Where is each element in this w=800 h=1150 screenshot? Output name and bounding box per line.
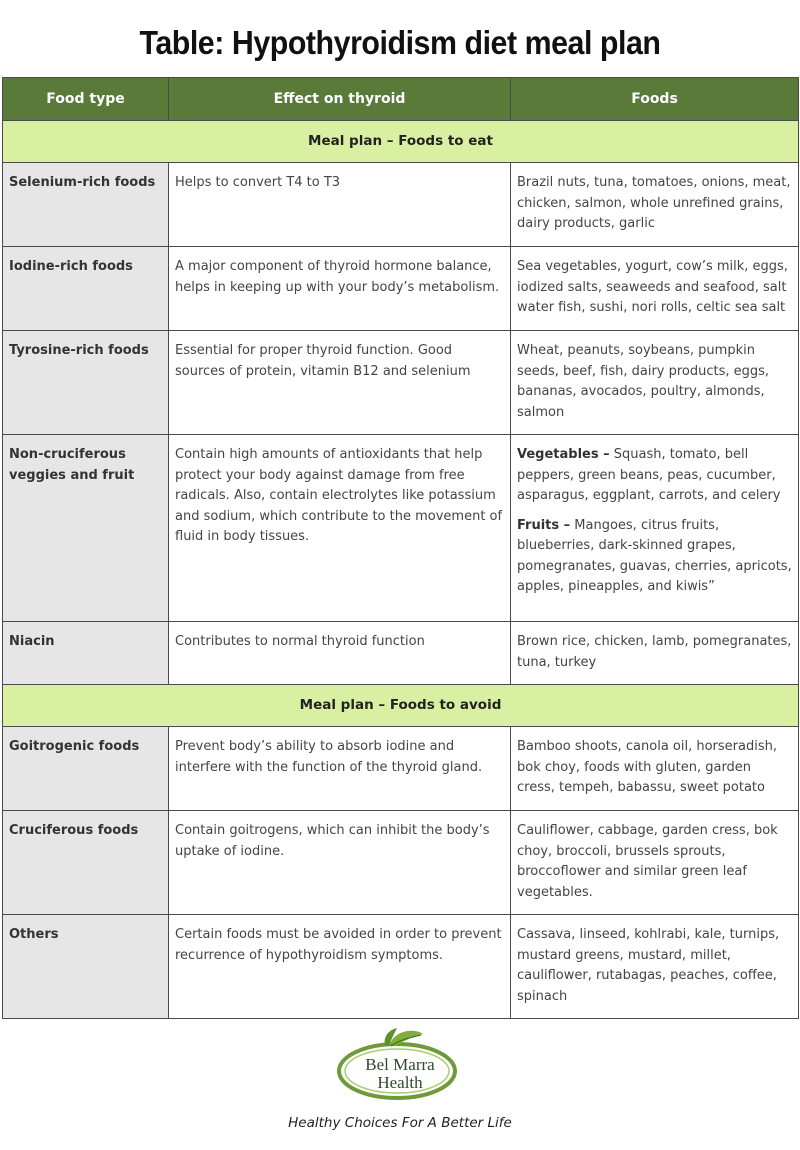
header-food-type: Food type bbox=[3, 78, 169, 121]
header-effect-on-thyroid: Effect on thyroid bbox=[169, 78, 511, 121]
meal-plan-table bbox=[2, 77, 799, 1019]
table-row bbox=[3, 331, 799, 435]
page-title: Table: Hypothyroidism diet meal plan bbox=[139, 24, 661, 61]
section-row-foods-to-avoid bbox=[3, 685, 799, 727]
bel-marra-health-logo bbox=[335, 1026, 465, 1106]
table-row bbox=[3, 915, 799, 1019]
foods-label: Fruits – bbox=[517, 517, 571, 533]
food-type-cell: Niacin bbox=[3, 622, 169, 685]
table-body bbox=[3, 121, 799, 1019]
logo-text-line-2: Health bbox=[377, 1073, 423, 1092]
foods-cell bbox=[511, 727, 799, 811]
food-type-cell: Tyrosine-rich foods bbox=[3, 331, 169, 435]
table-header-row bbox=[3, 78, 799, 121]
effect-cell: Contributes to normal thyroid function bbox=[169, 622, 511, 685]
foods-text: Wheat, peanuts, soybeans, pumpkin seeds, beef, fish, dairy products, eggs, bananas, avocados, poultry, almonds, salmon bbox=[517, 343, 770, 420]
food-type-cell: Iodine-rich foods bbox=[3, 247, 169, 331]
table-row bbox=[3, 163, 799, 247]
foods-cell bbox=[511, 915, 799, 1019]
foods-paragraph-fruits bbox=[517, 516, 792, 598]
effect-cell: Contain goitrogens, which can inhibit the body’s uptake of iodine. bbox=[169, 811, 511, 915]
food-type-cell: Others bbox=[3, 915, 169, 1019]
foods-label: Vegetables – bbox=[517, 447, 610, 462]
foods-text: Mangoes, citrus fruits, blueberries, dark-skinned grapes, pomegranates, guavas, cherries, apricots, apples, pineapples, and kiwis” bbox=[517, 517, 792, 594]
foods-cell bbox=[511, 331, 799, 435]
logo-text-line-1: Bel Marra bbox=[365, 1055, 435, 1074]
effect-cell: Essential for proper thyroid function. Good sources of protein, vitamin B12 and selenium bbox=[169, 331, 511, 435]
effect-cell: Certain foods must be avoided in order to prevent recurrence of hypothyroidism symptoms. bbox=[169, 915, 511, 1019]
food-type-cell: Goitrogenic foods bbox=[3, 727, 169, 811]
food-type-cell: Cruciferous foods bbox=[3, 811, 169, 915]
table-row bbox=[3, 727, 799, 811]
effect-cell: Prevent body’s ability to absorb iodine and interfere with the function of the thyroid gland. bbox=[169, 727, 511, 811]
foods-cell bbox=[511, 163, 799, 247]
foods-text: Squash, tomato, bell peppers, green beans, peas, cucumber, asparagus, eggplant, carrots, and celery bbox=[517, 447, 781, 503]
foods-cell bbox=[511, 811, 799, 915]
effect-cell: Helps to convert T4 to T3 bbox=[169, 163, 511, 247]
foods-paragraph-vegetables bbox=[517, 445, 792, 507]
foods-text: Cassava, linseed, kohlrabi, kale, turnips, mustard greens, mustard, millet, cauliflower, rutabagas, peaches, coffee, spinach bbox=[517, 927, 780, 1004]
foods-cell bbox=[511, 622, 799, 685]
foods-text: Brazil nuts, tuna, tomatoes, onions, meat, chicken, salmon, whole unrefined grains, dairy products, garlic bbox=[517, 175, 791, 231]
foods-text: Cauliflower, cabbage, garden cress, bok choy, broccoli, brussels sprouts, broccoflower and similar green leaf vegetables. bbox=[517, 823, 778, 900]
section-label: Meal plan – Foods to avoid bbox=[3, 685, 799, 727]
tagline: Healthy Choices For A Better Life bbox=[288, 1115, 512, 1131]
foods-text: Sea vegetables, yogurt, cow’s milk, eggs, iodized salts, seaweeds and seafood, salt water fish, sushi, nori rolls, celtic sea salt bbox=[517, 259, 788, 315]
effect-cell: A major component of thyroid hormone balance, helps in keeping up with your body’s metabolism. bbox=[169, 247, 511, 331]
foods-text: Brown rice, chicken, lamb, pomegranates, tuna, turkey bbox=[517, 634, 792, 670]
table-row bbox=[3, 247, 799, 331]
effect-cell: Contain high amounts of antioxidants that help protect your body against damage from free radicals. Also, contain electrolytes like potassium and sodium, which contribute to the movement of fluid in body tissues. bbox=[169, 435, 511, 622]
section-row-foods-to-eat bbox=[3, 121, 799, 163]
table-row bbox=[3, 435, 799, 622]
header-foods: Foods bbox=[511, 78, 799, 121]
foods-text: Bamboo shoots, canola oil, horseradish, bok choy, foods with gluten, garden cress, tempeh, babassu, sweet potato bbox=[517, 739, 777, 795]
foods-cell bbox=[511, 435, 799, 622]
food-type-cell: Non-cruciferous veggies and fruit bbox=[3, 435, 169, 622]
foods-cell bbox=[511, 247, 799, 331]
table-row bbox=[3, 811, 799, 915]
section-label: Meal plan – Foods to eat bbox=[3, 121, 799, 163]
table-row bbox=[3, 622, 799, 685]
food-type-cell: Selenium-rich foods bbox=[3, 163, 169, 247]
